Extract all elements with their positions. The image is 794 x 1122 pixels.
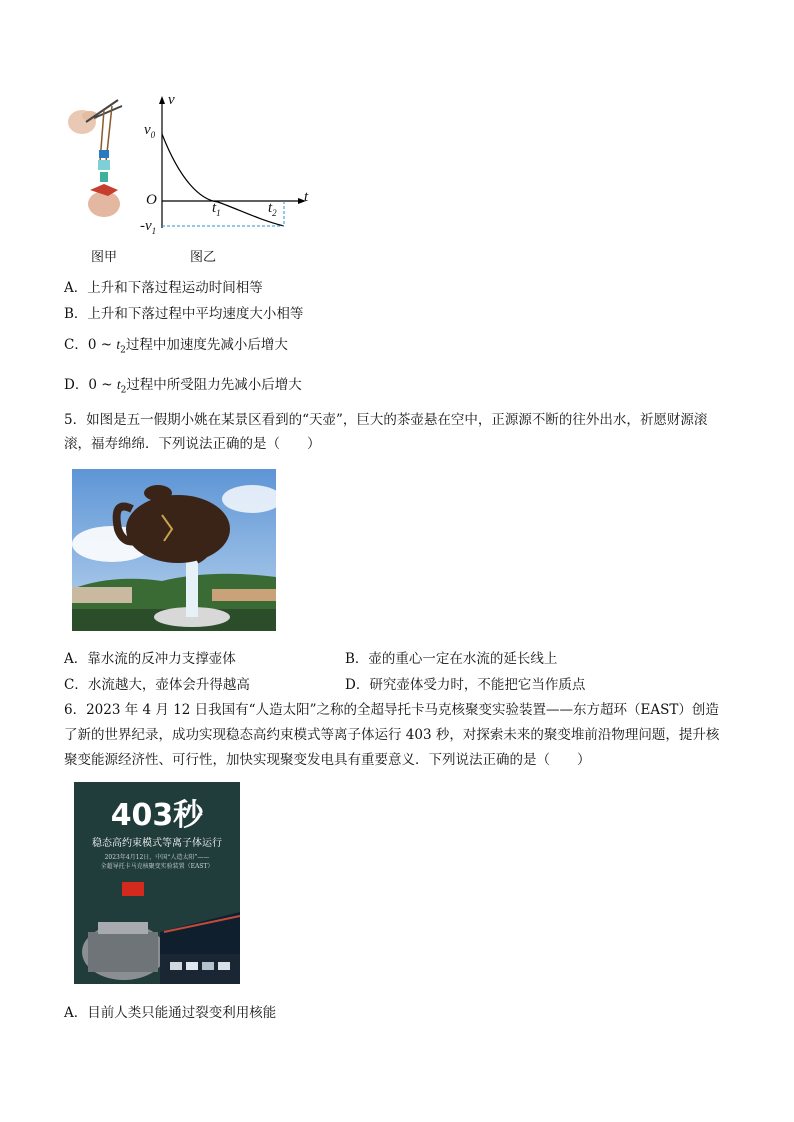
q5-option-c: C．水流越大，壶体会升得越高 [64,677,250,693]
v0-label: $v_0$ [144,122,156,140]
hand-toy-illustration [60,92,135,232]
q4-option-a: A．上升和下落过程运动时间相等 [64,280,263,296]
teapot-scene [72,469,276,631]
figure-jia [60,92,135,232]
poster-small-line1: 2023年4月12日，中国“人造太阳”—— [104,854,210,861]
neg-v1-label: $-v_1$ [140,218,157,236]
q6-stem-line2: 了新的世界纪录，成功实现稳态高约束模式等离子体运行 403 秒，对探索未来的聚变堆前沿物理问题，提升核 [64,727,720,743]
poster-small-line2: 全超导托卡马克核聚变实验装置（EAST） [100,863,214,870]
caption-yi: 图乙 [190,250,217,265]
vt-graph [140,90,320,240]
q5-stem-line1: 5．如图是五一假期小姚在某景区看到的“天壶”，巨大的茶壶悬在空中，正源源不断的往外出水，祈愿财源滚 [64,412,708,428]
poster-big-title: 403秒 [110,798,204,833]
q6-stem-line1: 6．2023 年 4 月 12 日我国有“人造太阳”之称的全超导托卡马克核聚变实验装置——东方超环（EAST）创造 [64,702,719,718]
q5-option-b: B．壶的重心一定在水流的延长线上 [345,651,558,667]
v-axis-label: v [168,92,175,108]
origin-label: O [146,192,157,208]
q6-stem-line3: 聚变能源经济性、可行性，加快实现聚变发电具有重要意义．下列说法正确的是（ ） [64,752,591,768]
east-poster [74,782,240,984]
figure-yi [140,90,320,240]
t-axis-label: t [304,189,309,205]
q4-option-d: D．0 ~ $t_2$过程中所受阻力先减小后增大 [64,377,302,396]
poster-subtitle: 稳态高约束模式等离子体运行 [92,838,222,849]
caption-jia: 图甲 [91,250,118,265]
q4-option-c: C．0 ~ $t_2$过程中加速度先减小后增大 [64,337,288,356]
t1-label: $t_1$ [212,200,221,218]
q5-option-d: D．研究壶体受力时，不能把它当作质点 [345,677,586,693]
t2-label: $t_2$ [268,200,277,218]
q5-option-a: A．靠水流的反冲力支撑壶体 [64,651,236,667]
teapot-photo [72,469,276,631]
q6-option-a: A．目前人类只能通过裂变利用核能 [64,1005,277,1021]
q4-option-b: B．上升和下落过程中平均速度大小相等 [64,306,304,322]
q5-stem-line2: 滚，福寿绵绵．下列说法正确的是（ ） [64,436,321,452]
